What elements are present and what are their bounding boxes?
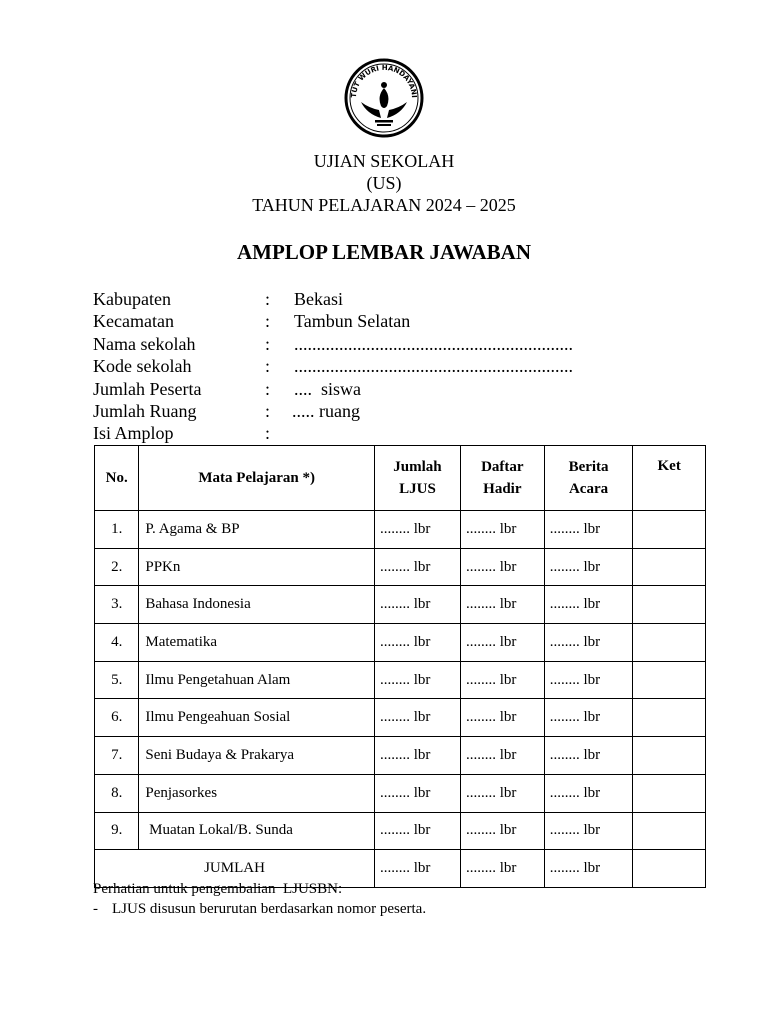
info-label: Jumlah Peserta xyxy=(93,378,202,399)
return-notes xyxy=(93,879,426,919)
cell-jumlah-ljus[interactable]: ........ lbr xyxy=(375,661,461,699)
exam-header xyxy=(0,150,768,216)
cell-daftar-hadir[interactable]: ........ lbr xyxy=(460,661,544,699)
cell-ket[interactable] xyxy=(633,774,706,812)
cell-jumlah-ljus[interactable]: ........ lbr xyxy=(375,737,461,775)
info-colon: : xyxy=(265,289,271,309)
header-daftar-hadir xyxy=(460,446,544,511)
cell-berita-acara[interactable]: ........ lbr xyxy=(544,737,633,775)
cell-jumlah-ljus[interactable]: ........ lbr xyxy=(375,511,461,549)
cell-no: 2. xyxy=(95,548,139,586)
table-row xyxy=(95,661,706,699)
header-berita-acara-line1: Berita xyxy=(568,459,609,475)
table-row xyxy=(95,624,706,662)
cell-ket[interactable] xyxy=(633,812,706,850)
info-colon: : xyxy=(265,378,271,399)
info-value: .............................................................. xyxy=(294,333,573,354)
cell-no: 4. xyxy=(95,624,139,662)
cell-no: 6. xyxy=(95,699,139,737)
cell-ket[interactable] xyxy=(633,661,706,699)
cell-daftar-hadir[interactable]: ........ lbr xyxy=(460,737,544,775)
info-label: Kode sekolah xyxy=(93,356,192,377)
info-value: .... siswa xyxy=(294,378,361,399)
cell-mata-pelajaran: Matematika xyxy=(139,624,375,662)
header-line-exam: UJIAN SEKOLAH xyxy=(313,151,455,171)
info-colon: : xyxy=(265,356,271,377)
cell-mata-pelajaran: Ilmu Pengeahuan Sosial xyxy=(139,699,375,737)
cell-berita-acara[interactable]: ........ lbr xyxy=(544,511,633,549)
cell-daftar-hadir[interactable]: ........ lbr xyxy=(460,699,544,737)
cell-berita-acara[interactable]: ........ lbr xyxy=(544,661,633,699)
cell-daftar-hadir[interactable]: ........ lbr xyxy=(460,586,544,624)
total-jumlah-ljus[interactable]: ........ lbr xyxy=(375,850,461,888)
cell-ket[interactable] xyxy=(633,548,706,586)
cell-berita-acara[interactable]: ........ lbr xyxy=(544,812,633,850)
cell-mata-pelajaran: PPKn xyxy=(139,548,375,586)
cell-mata-pelajaran: Penjasorkes xyxy=(139,774,375,812)
info-value: Bekasi xyxy=(294,289,343,309)
info-label: Kecamatan xyxy=(93,311,174,332)
cell-mata-pelajaran: Bahasa Indonesia xyxy=(139,586,375,624)
header-daftar-hadir-line2: Hadir xyxy=(483,481,522,497)
table-row xyxy=(95,548,706,586)
cell-berita-acara[interactable]: ........ lbr xyxy=(544,699,633,737)
cell-no: 9. xyxy=(95,812,139,850)
header-jumlah-ljus-line2: LJUS xyxy=(399,481,436,497)
cell-ket[interactable] xyxy=(633,624,706,662)
cell-mata-pelajaran: Seni Budaya & Prakarya xyxy=(139,737,375,775)
cell-ket[interactable] xyxy=(633,586,706,624)
notes-heading: Perhatian untuk pengembalian LJUSBN: xyxy=(93,881,343,897)
cell-ket[interactable] xyxy=(633,737,706,775)
info-colon: : xyxy=(265,311,271,332)
header-jumlah-ljus-line1: Jumlah xyxy=(393,459,442,475)
cell-jumlah-ljus[interactable]: ........ lbr xyxy=(375,812,461,850)
header-ket: Ket xyxy=(633,446,706,511)
header-jumlah-ljus xyxy=(375,446,461,511)
total-label: JUMLAH xyxy=(95,850,375,888)
cell-no: 8. xyxy=(95,774,139,812)
cell-jumlah-ljus[interactable]: ........ lbr xyxy=(375,624,461,662)
header-line-year: TAHUN PELAJARAN 2024 – 2025 xyxy=(252,195,516,215)
answer-sheet-table xyxy=(94,445,706,888)
cell-jumlah-ljus[interactable]: ........ lbr xyxy=(375,586,461,624)
info-value: ..... ruang xyxy=(292,400,360,421)
info-colon: : xyxy=(265,333,271,354)
info-value: .............................................................. xyxy=(294,356,573,377)
header-berita-acara-line2: Acara xyxy=(568,481,609,497)
cell-daftar-hadir[interactable]: ........ lbr xyxy=(460,511,544,549)
info-label: Jumlah Ruang xyxy=(93,400,197,421)
notes-item-text: LJUS disusun berurutan berdasarkan nomor peserta. xyxy=(112,901,427,917)
table-row xyxy=(95,737,706,775)
cell-daftar-hadir[interactable]: ........ lbr xyxy=(460,812,544,850)
table-row xyxy=(95,812,706,850)
header-berita-acara xyxy=(544,446,633,511)
cell-jumlah-ljus[interactable]: ........ lbr xyxy=(375,774,461,812)
info-label: Isi Amplop xyxy=(93,423,174,444)
cell-mata-pelajaran: P. Agama & BP xyxy=(139,511,375,549)
header-mata-pelajaran: Mata Pelajaran *) xyxy=(139,446,375,511)
table-row xyxy=(95,699,706,737)
total-daftar-hadir[interactable]: ........ lbr xyxy=(460,850,544,888)
info-label: Nama sekolah xyxy=(93,333,196,354)
cell-mata-pelajaran: Muatan Lokal/B. Sunda xyxy=(139,812,375,850)
table-row xyxy=(95,586,706,624)
cell-no: 5. xyxy=(95,661,139,699)
cell-ket[interactable] xyxy=(633,699,706,737)
cell-no: 1. xyxy=(95,511,139,549)
table-row xyxy=(95,511,706,549)
cell-daftar-hadir[interactable]: ........ lbr xyxy=(460,548,544,586)
cell-daftar-hadir[interactable]: ........ lbr xyxy=(460,624,544,662)
table-header-row xyxy=(95,446,706,511)
total-berita-acara[interactable]: ........ lbr xyxy=(544,850,633,888)
svg-text:TUT WURI HANDAYANI: TUT WURI HANDAYANI xyxy=(349,63,419,99)
table-row xyxy=(95,774,706,812)
cell-berita-acara[interactable]: ........ lbr xyxy=(544,774,633,812)
header-no: No. xyxy=(95,446,139,511)
cell-jumlah-ljus[interactable]: ........ lbr xyxy=(375,548,461,586)
cell-berita-acara[interactable]: ........ lbr xyxy=(544,586,633,624)
header-daftar-hadir-line1: Daftar xyxy=(481,459,524,475)
info-colon: : xyxy=(265,423,271,444)
total-ket[interactable] xyxy=(633,850,706,888)
cell-berita-acara[interactable]: ........ lbr xyxy=(544,548,633,586)
cell-daftar-hadir[interactable]: ........ lbr xyxy=(460,774,544,812)
cell-ket[interactable] xyxy=(633,511,706,549)
cell-jumlah-ljus[interactable]: ........ lbr xyxy=(375,699,461,737)
info-colon: : xyxy=(265,400,271,421)
document-title: AMPLOP LEMBAR JAWABAN xyxy=(236,240,531,264)
info-label: Kabupaten xyxy=(93,289,171,309)
notes-item-dash: - xyxy=(93,901,98,917)
info-value: Tambun Selatan xyxy=(294,311,411,332)
cell-no: 3. xyxy=(95,586,139,624)
cell-mata-pelajaran: Ilmu Pengetahuan Alam xyxy=(139,661,375,699)
notes-item xyxy=(93,899,426,919)
cell-berita-acara[interactable]: ........ lbr xyxy=(544,624,633,662)
cell-no: 7. xyxy=(95,737,139,775)
tut-wuri-handayani-emblem xyxy=(341,58,427,138)
header-line-abbrev: (US) xyxy=(366,173,402,193)
